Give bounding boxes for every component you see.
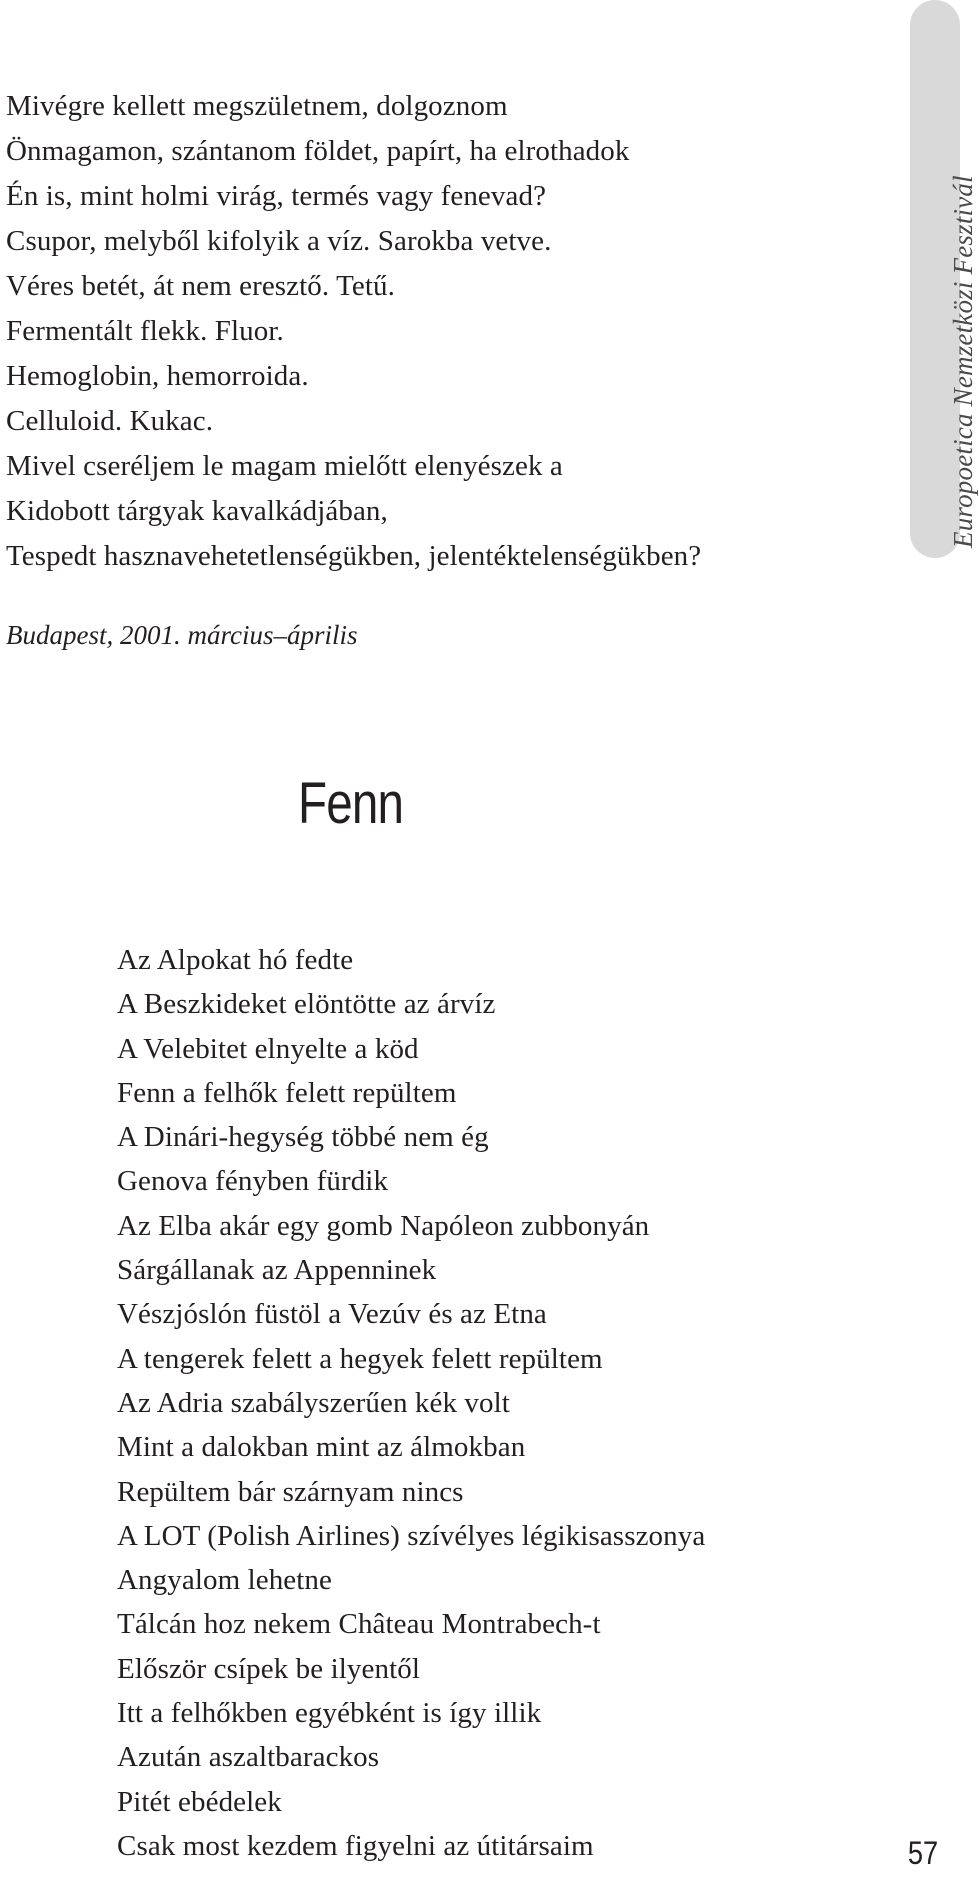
running-head-label: Europoetica Nemzetközi Fesztivál: [948, 175, 978, 548]
poem-line: Az Alpokat hó fedte: [117, 944, 354, 976]
poem-title: Fenn: [298, 771, 404, 836]
previous-poem-ending: [6, 84, 701, 579]
poem-line: Genova fényben fürdik: [117, 1165, 389, 1198]
poem-line: Vészjóslón füstöl a Vezúv és az Etna: [117, 1298, 547, 1331]
poem-line: Itt a felhőkben egyébként is így illik: [117, 1697, 542, 1730]
poem-line: A Velebitet elnyelte a köd: [117, 1032, 419, 1065]
poem-line: Tespedt hasznavehetetlenségükben, jelentéktelenségükben?: [6, 540, 702, 572]
poem-line: Repültem bár szárnyam nincs: [117, 1475, 464, 1508]
poem-line: A tengerek felett a hegyek felett repültem: [117, 1342, 603, 1375]
poem-line: Az Elba akár egy gomb Napóleon zubbonyán: [117, 1209, 650, 1242]
poem-line: Sárgállanak az Appenninek: [117, 1254, 437, 1287]
poem-line: Én is, mint holmi virág, termés vagy fenevad?: [6, 180, 547, 212]
poem-dateline: Budapest, 2001. március–április: [6, 620, 358, 650]
poem-line: Véres betét, át nem eresztő. Tetű.: [6, 270, 395, 302]
poem-line: Az Adria szabályszerűen kék volt: [117, 1386, 510, 1419]
poem-line: Csak most kezdem figyelni az útitársaim: [117, 1829, 594, 1862]
poem-line: Pitét ebédelek: [117, 1785, 282, 1818]
poem-line: Hemoglobin, hemorroida.: [6, 360, 309, 392]
poem-body: [117, 938, 705, 1868]
poem-line: Fenn a felhők felett repültem: [117, 1076, 457, 1109]
poem-line: Kidobott tárgyak kavalkádjában,: [6, 495, 388, 527]
poem-line: Angyalom lehetne: [117, 1564, 333, 1597]
running-head-tab: [910, 0, 978, 558]
poem-line: A Beszkideket elöntötte az árvíz: [117, 988, 496, 1021]
poem-line: A Dinári-hegység többé nem ég: [117, 1121, 489, 1154]
poem-line: Mivégre kellett megszületnem, dolgoznom: [6, 90, 508, 122]
poem-line: Celluloid. Kukac.: [6, 405, 214, 437]
poem-line: Csupor, melyből kifolyik a víz. Sarokba vetve.: [6, 225, 552, 257]
poem-line: Önmagamon, szántanom földet, papírt, ha elrothadok: [6, 135, 630, 167]
poem-line: Mivel cseréljem le magam mielőtt elenyészek a: [6, 450, 563, 482]
poem-line: Először csípek be ilyentől: [117, 1652, 420, 1685]
poem-line: Azután aszaltbarackos: [117, 1741, 380, 1774]
page-number: 57: [907, 1835, 939, 1871]
poem-line: Mint a dalokban mint az álmokban: [117, 1431, 526, 1464]
poem-line: Tálcán hoz nekem Château Montrabech-t: [117, 1608, 601, 1641]
poem-line: A LOT (Polish Airlines) szívélyes légikisasszonya: [117, 1519, 706, 1552]
poem-line: Fermentált flekk. Fluor.: [6, 315, 284, 347]
